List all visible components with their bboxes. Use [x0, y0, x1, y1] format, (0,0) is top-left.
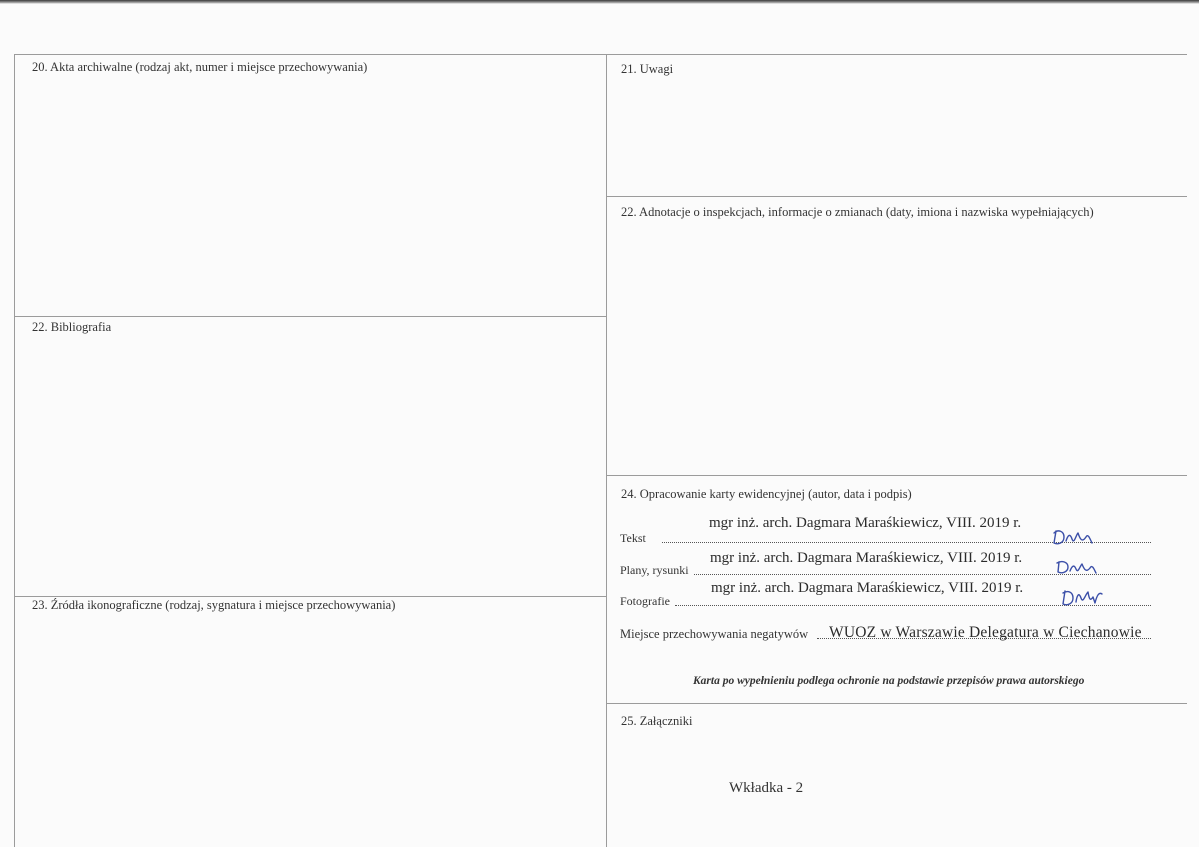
form-top-border	[14, 54, 1187, 55]
archival-records-label: 20. Akta archiwalne (rodzaj akt, numer i miejsce przechowywania)	[32, 60, 368, 74]
divider-attachments	[606, 703, 1187, 704]
photos-signature	[1058, 586, 1106, 610]
left-border	[14, 54, 15, 847]
negatives-storage-label: Miejsce przechowywania negatywów	[620, 627, 811, 642]
card-preparation-label: 24. Opracowanie karty ewidencyjnej (autor, data i podpis)	[621, 487, 912, 501]
plans-author-value: mgr inż. arch. Dagmara Maraśkiewicz, VIII. 2019 r.	[710, 550, 1023, 566]
text-author-label: Tekst	[620, 531, 649, 546]
text-author-value: mgr inż. arch. Dagmara Maraśkiewicz, VIII. 2019 r.	[709, 515, 1022, 531]
text-signature	[1050, 525, 1098, 549]
insert-label: Wkładka - 2	[729, 780, 804, 796]
plans-signature	[1053, 557, 1101, 579]
plans-author-label: Plany, rysunki	[620, 563, 692, 578]
divider-iconographic	[14, 596, 606, 597]
remarks-label: 21. Uwagi	[621, 62, 674, 76]
photos-author-value: mgr inż. arch. Dagmara Maraśkiewicz, VIII. 2019 r.	[711, 580, 1024, 596]
attachments-label: 25. Załączniki	[621, 714, 693, 728]
divider-bibliography	[14, 316, 606, 317]
inspection-notes-label: 22. Adnotacje o inspekcjach, informacje o zmianach (daty, imiona i nazwiska wypełniających)	[621, 205, 1094, 219]
center-divider	[606, 54, 607, 847]
scan-top-edge	[0, 0, 1199, 4]
iconographic-sources-label: 23. Źródła ikonograficzne (rodzaj, sygnatura i miejsce przechowywania)	[32, 598, 396, 612]
divider-inspection	[606, 196, 1187, 197]
negatives-storage-value: WUOZ w Warszawie Delegatura w Ciechanowie	[829, 624, 1142, 641]
copyright-notice: Karta po wypełnieniu podlega ochronie na podstawie przepisów prawa autorskiego	[693, 675, 1085, 687]
bibliography-label: 22. Bibliografia	[32, 320, 112, 334]
photos-author-label: Fotografie	[620, 594, 673, 609]
divider-card-prep	[606, 475, 1187, 476]
